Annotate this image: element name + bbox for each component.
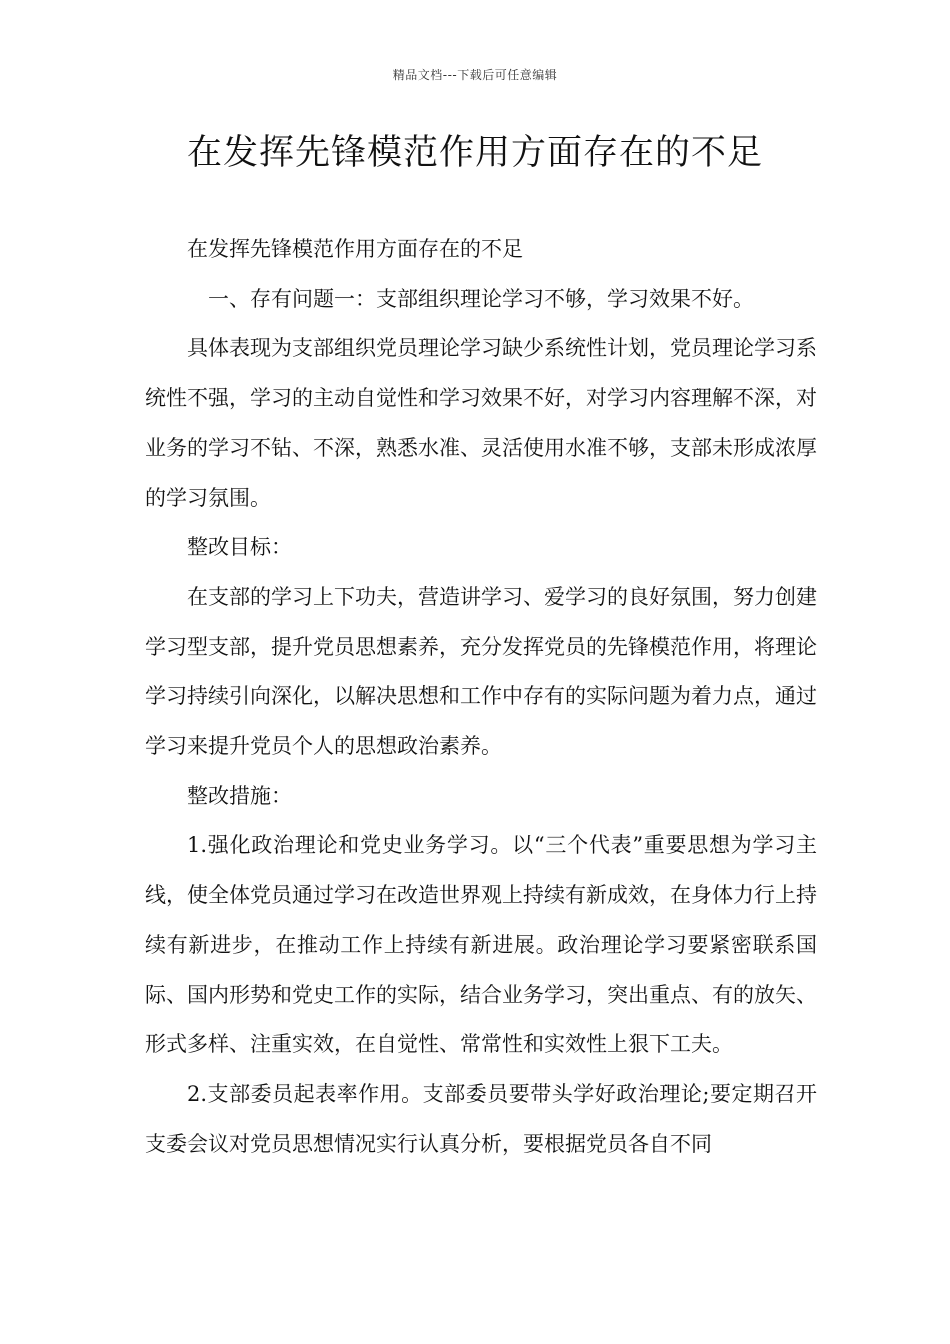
- paragraph-measure-2: 2.支部委员起表率作用。支部委员要带头学好政治理论;要定期召开支委会议对党员思想情况实行认真分析，要根据党员各自不同: [145, 1081, 817, 1156]
- paragraph-measure-1: 1.强化政治理论和党史业务学习。以“三个代表”重要思想为学习主线，使全体党员通过学习在改造世界观上持续有新成效，在身体力行上持续有新进步，在推动工作上持续有新进展。政治理论学习要紧密联系国际、国内形势和党史工作的实际，结合业务学习，突出重点、有的放矢、形式多样、注重实效，在自觉性、常常性和实效性上狠下工夫。: [145, 833, 817, 1057]
- paragraph-problem-heading: 一、存有问题一：支部组织理论学习不够，学习效果不好。: [208, 286, 754, 311]
- document-title: 在发挥先锋模范作用方面存在的不足: [186, 133, 763, 173]
- paragraph-goal-heading: 整改目标：: [187, 535, 292, 560]
- paragraph-goal-detail: 在支部的学习上下功夫，营造讲学习、爱学习的良好氛围，努力创建学习型支部，提升党员思想素养，充分发挥党员的先锋模范作用，将理论学习持续引向深化，以解决思想和工作中存有的实际问题为着力点，通过学习来提升党员个人的思想政治素养。: [145, 584, 817, 759]
- paragraph-subtitle: 在发挥先锋模范作用方面存在的不足: [187, 237, 523, 261]
- document-body: [145, 225, 817, 1169]
- header-note: 精品文档---下载后可任意编辑: [392, 68, 558, 82]
- paragraph-measures-heading: 整改措施：: [187, 783, 292, 808]
- paragraph-problem-detail: 具体表现为支部组织党员理论学习缺少系统性计划，党员理论学习系统性不强，学习的主动自觉性和学习效果不好，对学习内容理解不深，对业务的学习不钻、不深，熟悉水准、灵活使用水准不够，支部未形成浓厚的学习氛围。: [145, 336, 817, 510]
